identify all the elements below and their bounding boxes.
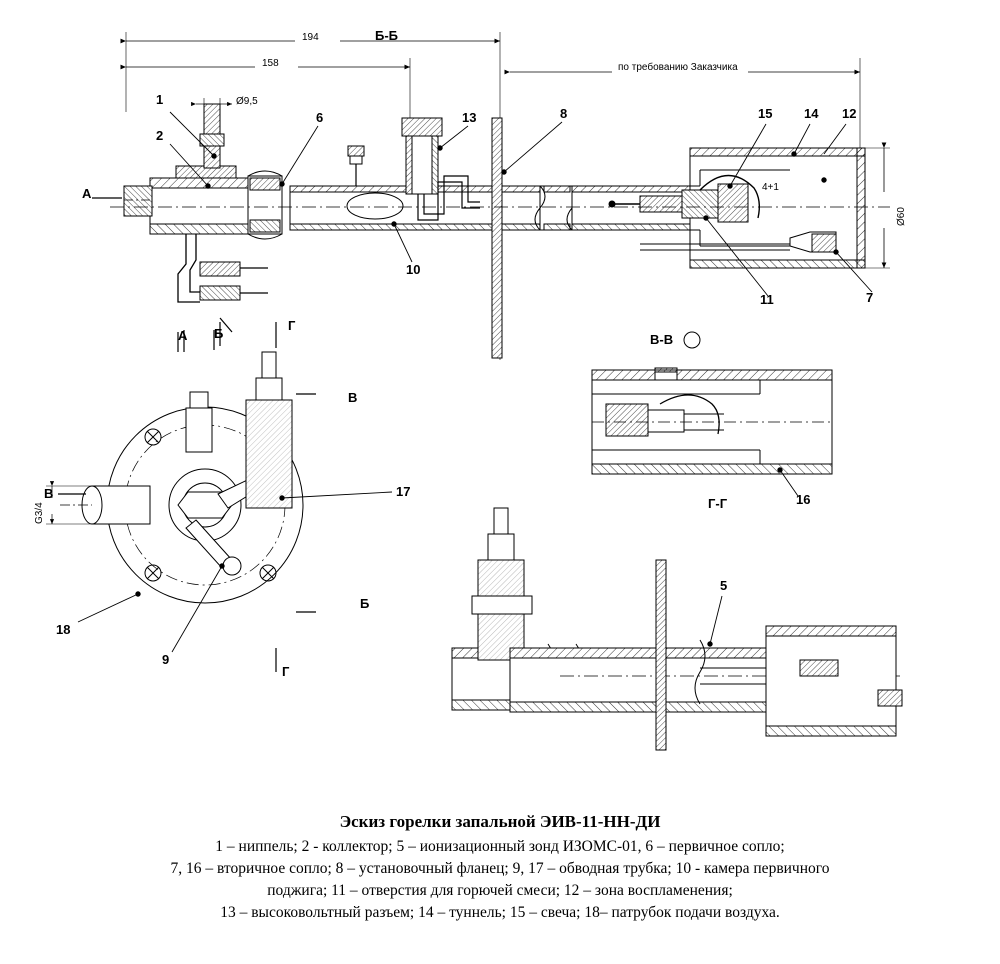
callout-11: 11 bbox=[760, 292, 774, 307]
dimension-gap-4: 4+1 bbox=[762, 182, 779, 193]
callout-13: 13 bbox=[462, 110, 477, 125]
callout-18: 18 bbox=[56, 622, 71, 637]
note-customer-request: по требованию Заказчика bbox=[618, 62, 738, 73]
dimension-194: 194 bbox=[302, 32, 319, 43]
cut-marker-v-left: В bbox=[44, 486, 54, 501]
dimension-dia-60: Ø60 bbox=[896, 207, 907, 226]
callout-2: 2 bbox=[156, 128, 164, 143]
section-label-vv: В-В bbox=[650, 332, 674, 347]
callout-8: 8 bbox=[560, 106, 568, 121]
callout-12: 12 bbox=[842, 106, 857, 121]
callout-9: 9 bbox=[162, 652, 170, 667]
figure-title: Эскиз горелки запальной ЭИВ-11-НН-ДИ bbox=[339, 812, 661, 831]
legend-line-4: 13 – высоковольтный разъем; 14 – туннель; 15 – свеча; 18– патрубок подачи воздуха. bbox=[220, 904, 780, 921]
dimension-158: 158 bbox=[262, 58, 279, 69]
dimension-thread-g34: G3/4 bbox=[34, 502, 45, 524]
section-label-bb: Б-Б bbox=[375, 28, 399, 43]
legend-line-3: поджига; 11 – отверстия для горючей смеси; 12 – зона воспламенения; bbox=[267, 882, 733, 899]
dimension-dia-9-5: Ø9,5 bbox=[236, 96, 258, 107]
cut-marker-a-bottom: А bbox=[178, 328, 188, 343]
cut-marker-a-left: А bbox=[82, 186, 92, 201]
cut-marker-v-right: В bbox=[348, 390, 358, 405]
callout-17: 17 bbox=[396, 484, 411, 499]
callout-7: 7 bbox=[866, 290, 874, 305]
callout-6: 6 bbox=[316, 110, 324, 125]
cut-marker-g-top: Г bbox=[288, 318, 296, 333]
legend-line-2: 7, 16 – вторичное сопло; 8 – установочный фланец; 9, 17 – обводная трубка; 10 - камера первичного bbox=[170, 860, 830, 877]
callout-5: 5 bbox=[720, 578, 728, 593]
cut-marker-g-bottom: Г bbox=[282, 664, 290, 679]
callout-1: 1 bbox=[156, 92, 164, 107]
callout-15: 15 bbox=[758, 106, 773, 121]
figure-caption bbox=[0, 812, 1000, 924]
legend-line-1: 1 – ниппель; 2 - коллектор; 5 – ионизационный зонд ИЗОМС-01, 6 – первичное сопло; bbox=[215, 838, 785, 855]
callout-14: 14 bbox=[804, 106, 819, 121]
callout-16: 16 bbox=[796, 492, 811, 507]
callout-10: 10 bbox=[406, 262, 421, 277]
cut-marker-b-top: Б bbox=[214, 326, 224, 341]
cut-marker-b-bottom: Б bbox=[360, 596, 370, 611]
section-label-gg: Г-Г bbox=[708, 496, 728, 511]
